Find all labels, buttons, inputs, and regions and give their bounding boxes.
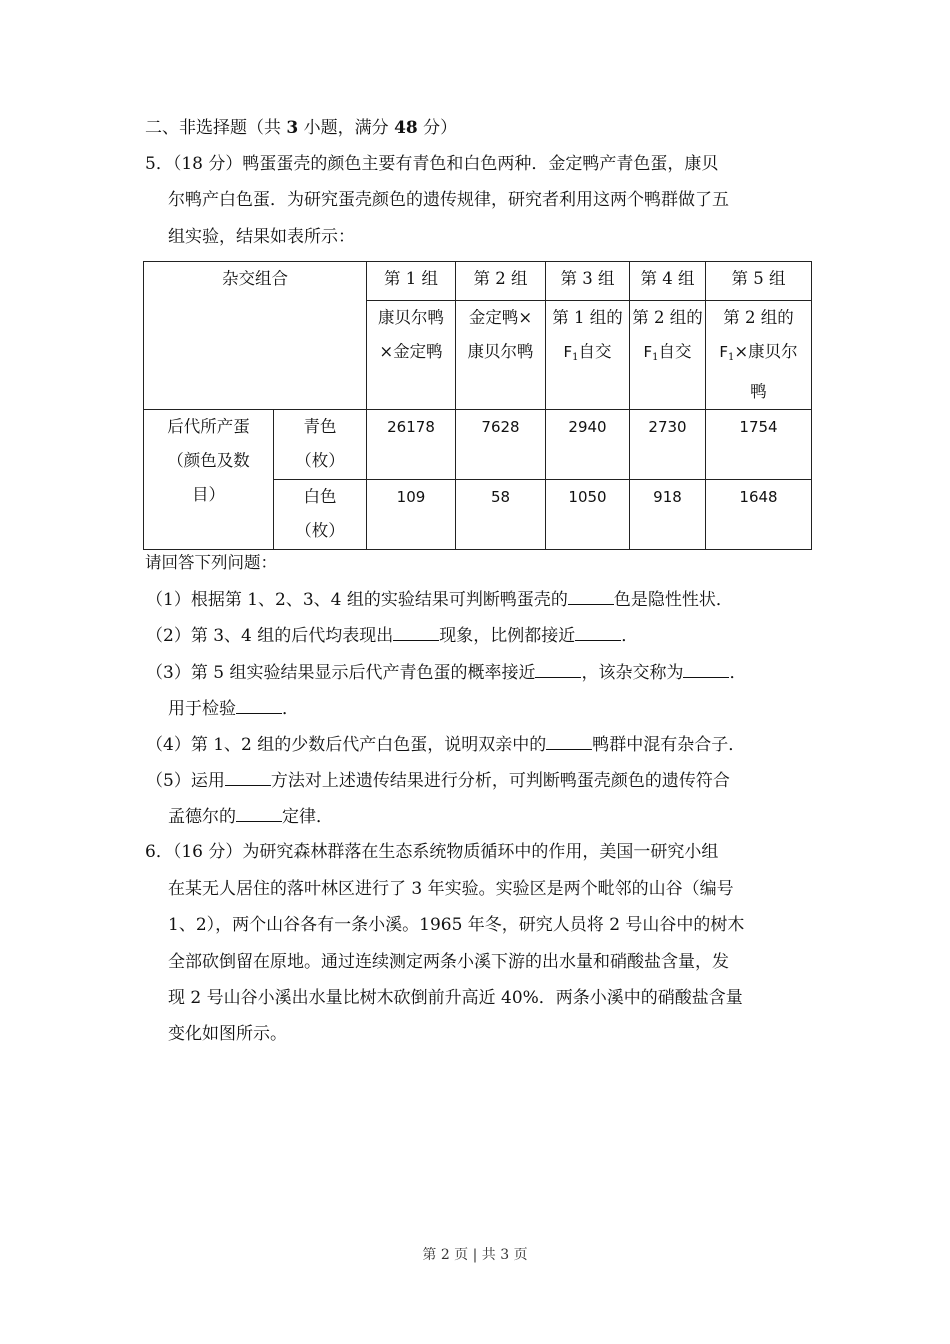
cross-cell: 金定鸭× 康贝尔鸭: [456, 301, 546, 410]
page-footer: 第 2 页 | 共 3 页: [422, 1247, 528, 1263]
value-cell: 1050: [546, 480, 630, 550]
answer-blank[interactable]: [393, 624, 439, 641]
answer-blank[interactable]: [236, 805, 282, 822]
color-label-cell: 青色 （枚）: [274, 410, 367, 480]
q6-stem-line4: 全部砍倒留在原地。通过连续测定两条小溪下游的出水量和硝酸盐含量，发: [168, 952, 729, 972]
subquestion-5-cont: 孟德尔的 定律．: [168, 807, 333, 827]
subquestion-3-cont: 用于检验 ．: [168, 699, 299, 719]
cross-cell: 第 2 组的 $F_1$自交: [630, 301, 706, 410]
q6-stem-line3: 1、2），两个山谷各有一条小溪。1965 年冬，研究人员将 2 号山谷中的树木: [168, 915, 745, 935]
table-row-groups: [144, 262, 812, 301]
color-label-cell: 白色 （枚）: [274, 480, 367, 550]
value-cell: 7628: [456, 410, 546, 480]
cross-cell: 第 2 组的 $F_1\times$康贝尔 鸭: [706, 301, 812, 410]
subquestion-4: （4）第 1、2 组的少数后代产白色蛋，说明双亲中的 鸭群中混有杂合子．: [146, 735, 746, 755]
value-cell: 2940: [546, 410, 630, 480]
q6-stem-line6: 变化如图所示。: [168, 1024, 287, 1044]
table-row-cyan: [144, 410, 812, 480]
q6-stem-line5: 现 2 号山谷小溪出水量比树木砍倒前升高近 40%．两条小溪中的硝酸盐含量: [168, 988, 743, 1008]
answer-blank[interactable]: [683, 661, 729, 678]
subquestion-3: （3）第 5 组实验结果显示后代产青色蛋的概率接近 ，该杂交称为 ．: [146, 663, 747, 683]
group-header: 第 2 组: [456, 262, 546, 301]
answer-blank[interactable]: [546, 733, 592, 750]
subquestion-5: （5）运用 方法对上述遗传结果进行分析，可判断鸭蛋壳颜色的遗传符合: [146, 771, 730, 791]
answer-blank[interactable]: [535, 661, 581, 678]
q5-stem-line3: 组实验，结果如表所示：: [168, 227, 355, 247]
value-cell: 1754: [706, 410, 812, 480]
answer-blank[interactable]: [568, 588, 614, 605]
subquestion-2: （2）第 3、4 组的后代均表现出 现象，比例都接近 ．: [146, 626, 639, 646]
q6-stem-line2: 在某无人居住的落叶林区进行了 3 年实验。实验区是两个毗邻的山谷（编号: [168, 879, 734, 899]
value-cell: 918: [630, 480, 706, 550]
answer-blank[interactable]: [225, 769, 271, 786]
group-header: 第 5 组: [706, 262, 812, 301]
value-cell: 2730: [630, 410, 706, 480]
q5-stem-line1: 5．（18 分）鸭蛋蛋壳的颜色主要有青色和白色两种．金定鸭产青色蛋，康贝: [145, 154, 719, 174]
offspring-label-cell: 后代所产蛋 （颜色及数 目）: [144, 410, 274, 550]
table-corner-cell: 杂交组合: [144, 262, 367, 410]
cross-cell: 康贝尔鸭 ×金定鸭: [367, 301, 456, 410]
value-cell: 1648: [706, 480, 812, 550]
questions-prompt: 请回答下列问题：: [145, 553, 277, 572]
value-cell: 58: [456, 480, 546, 550]
group-header: 第 4 组: [630, 262, 706, 301]
cross-results-table: [143, 261, 812, 550]
group-header: 第 1 组: [367, 262, 456, 301]
cross-cell: 第 1 组的 $F_1$自交: [546, 301, 630, 410]
group-header: 第 3 组: [546, 262, 630, 301]
answer-blank[interactable]: [236, 697, 282, 714]
answer-blank[interactable]: [575, 624, 621, 641]
value-cell: 26178: [367, 410, 456, 480]
subquestion-1: （1）根据第 1、2、3、4 组的实验结果可判断鸭蛋壳的 色是隐性性状．: [146, 590, 733, 610]
q6-stem-line1: 6．（16 分）为研究森林群落在生态系统物质循环中的作用，美国一研究小组: [145, 842, 719, 862]
section-heading: 二、非选择题（共 3 小题，满分 48 分）: [145, 118, 458, 138]
q5-stem-line2: 尔鸭产白色蛋．为研究蛋壳颜色的遗传规律，研究者利用这两个鸭群做了五: [168, 190, 729, 210]
value-cell: 109: [367, 480, 456, 550]
